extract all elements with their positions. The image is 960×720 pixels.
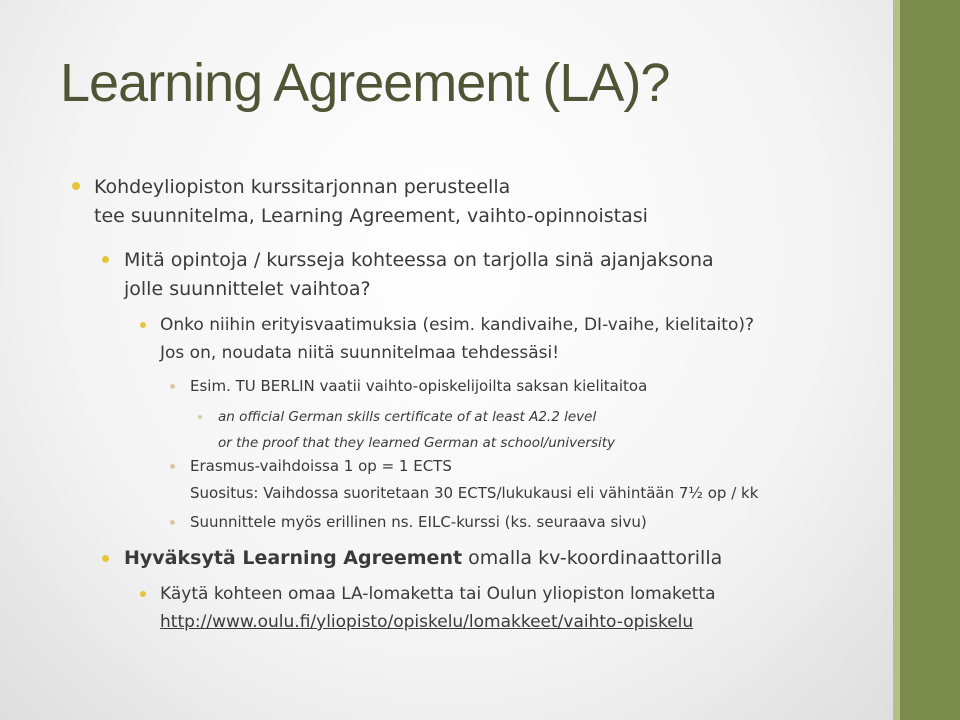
bullet-dot-icon	[198, 415, 202, 419]
bullet-erityisvaatimuksia	[160, 311, 754, 367]
bullet-german-certificate	[218, 404, 615, 456]
bullet-text-bold: Hyväksytä Learning Agreement	[124, 547, 463, 569]
bullet-dot-icon	[170, 464, 175, 469]
bullet-text: Esim. TU BERLIN vaatii vaihto-opiskelijoilta saksan kielitaitoa	[190, 377, 648, 395]
bullet-text: jolle suunnittelet vaihtoa?	[124, 278, 371, 300]
slide-title: Learning Agreement (LA)?	[60, 53, 670, 113]
bullet-text: an official German skills certificate of at least A2.2 level	[218, 409, 597, 425]
bullet-dot-icon	[170, 520, 175, 525]
bullet-dot-icon	[72, 182, 80, 190]
bullet-text: Mitä opintoja / kursseja kohteessa on tarjolla sinä ajanjaksona	[124, 249, 714, 271]
bullet-dot-icon	[170, 384, 175, 389]
bullet-text: Suositus: Vaihdossa suoritetaan 30 ECTS/lukukausi eli vähintään 7½ op / kk	[190, 484, 759, 502]
bullet-text: or the proof that they learned German at school/university	[218, 435, 616, 451]
accent-stripe	[893, 0, 900, 720]
bullet-text: omalla kv-koordinaattorilla	[462, 547, 723, 569]
bullet-text: Jos on, noudata niitä suunnitelmaa tehdessäsi!	[160, 343, 560, 363]
bullet-text: Kohdeyliopiston kurssitarjonnan perusteella	[94, 176, 511, 198]
bullet-kohdeyliopisto	[94, 173, 648, 231]
bullet-text: Käytä kohteen omaa LA-lomaketta tai Oulun yliopiston lomaketta	[160, 584, 716, 604]
bullet-dot-icon	[102, 256, 109, 263]
bullet-opintoja	[124, 246, 714, 304]
bullet-dot-icon	[102, 555, 109, 562]
lomake-link[interactable]: http://www.oulu.fi/yliopisto/opiskelu/lomakkeet/vaihto-opiskelu	[160, 612, 694, 632]
accent-side-bar	[893, 0, 960, 720]
bullet-text: Erasmus-vaihdoissa 1 op = 1 ECTS	[190, 457, 452, 475]
bullet-hyvaksyta	[124, 544, 722, 573]
bullet-dot-icon	[140, 322, 146, 328]
bullet-text: Suunnittele myös erillinen ns. EILC-kurssi (ks. seuraava sivu)	[190, 513, 647, 531]
bullet-lomake	[160, 580, 716, 636]
bullet-eilc	[190, 509, 647, 536]
bullet-dot-icon	[140, 591, 146, 597]
bullet-text: Onko niihin erityisvaatimuksia (esim. kandivaihe, DI-vaihe, kielitaito)?	[160, 315, 754, 335]
bullet-erasmus-ects	[190, 453, 758, 507]
bullet-text: tee suunnitelma, Learning Agreement, vaihto-opinnoistasi	[94, 205, 648, 227]
bullet-tu-berlin	[190, 373, 647, 400]
